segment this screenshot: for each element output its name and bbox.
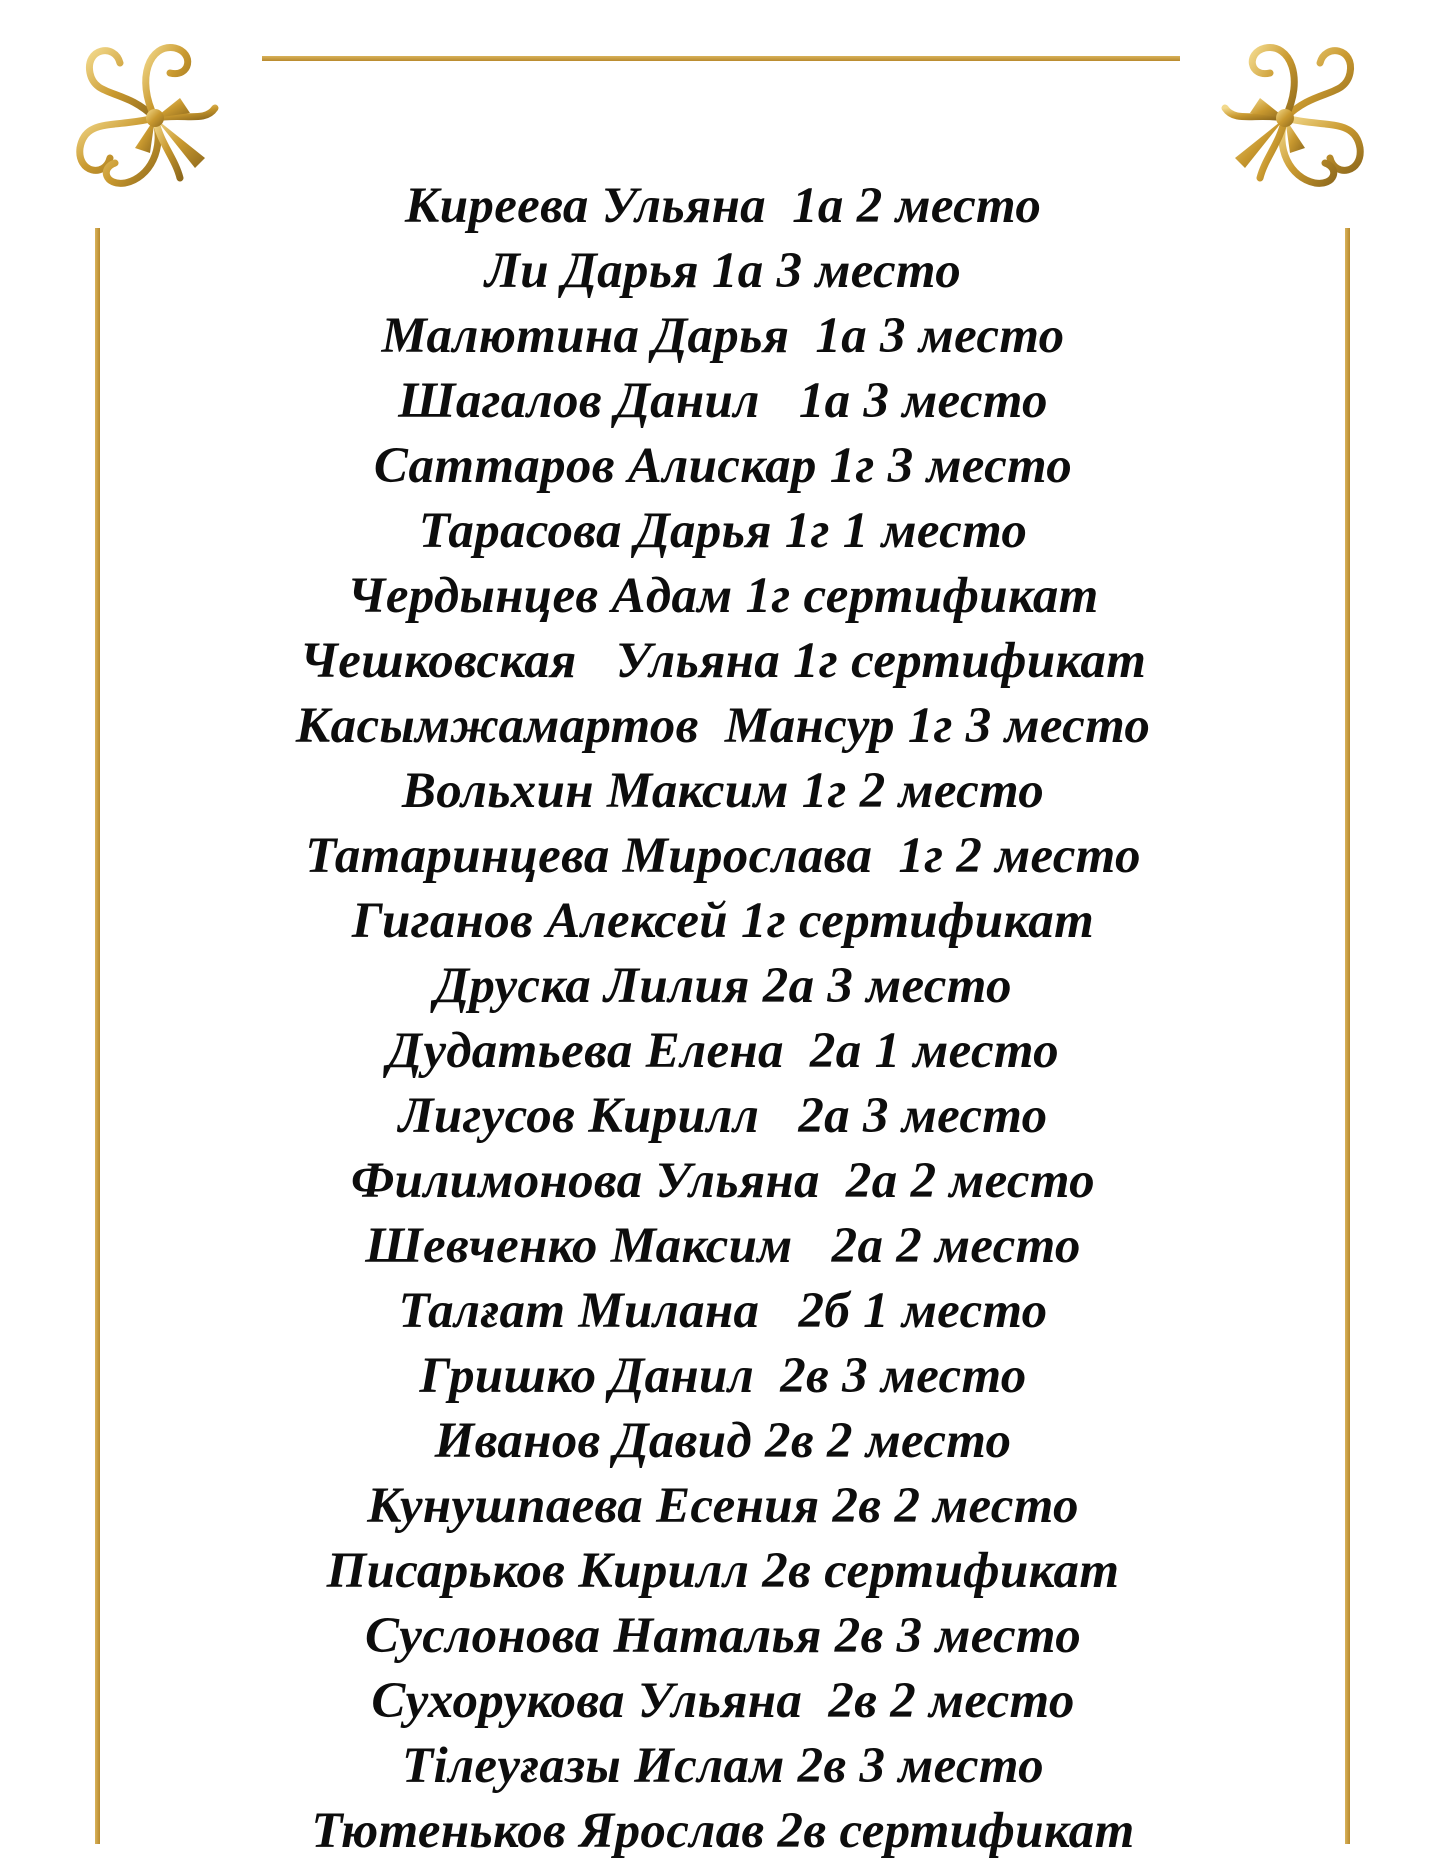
list-item: Саттаров Алискар 1г 3 место [373, 438, 1073, 494]
list-item: Тютеньков Ярослав 2в сертификат [311, 1803, 1135, 1859]
list-item: Шевченко Максим 2а 2 место [365, 1218, 1081, 1274]
list-item: Касымжамартов Мансур 1г 3 место [295, 698, 1151, 754]
list-item: Сухорукова Ульяна 2в 2 место [371, 1673, 1075, 1729]
list-item: Гиганов Алексей 1г сертификат [351, 893, 1095, 949]
list-item: Чешковская Ульяна 1г сертификат [299, 633, 1147, 689]
list-item: Иванов Давид 2в 2 место [434, 1413, 1012, 1469]
list-item: Малютина Дарья 1а 3 место [381, 308, 1065, 364]
list-item: Тарасова Дарья 1г 1 место [418, 503, 1028, 559]
list-item: Киреева Ульяна 1а 2 место [404, 178, 1042, 234]
list-item: Лигусов Кирилл 2а 3 место [398, 1088, 1048, 1144]
list-item: Вольхин Максим 1г 2 место [401, 763, 1045, 819]
list-item: Талғат Милана 2б 1 место [398, 1283, 1048, 1339]
list-item: Друска Лилия 2а 3 место [434, 958, 1012, 1014]
list-item: Гришко Данил 2в 3 место [419, 1348, 1027, 1404]
list-item: Писарьков Кирилл 2в сертификат [326, 1543, 1120, 1599]
list-item: Чердынцев Адам 1г сертификат [347, 568, 1099, 624]
frame-left-border [95, 228, 100, 1844]
list-item: Суслонова Наталья 2в 3 место [364, 1608, 1082, 1664]
frame-right-border [1345, 228, 1350, 1844]
list-item: Тілеуғазы Ислам 2в 3 место [402, 1738, 1044, 1794]
list-item: Кунушпаева Есения 2в 2 место [367, 1478, 1079, 1534]
list-item: Татаринцева Мирослава 1г 2 место [305, 828, 1141, 884]
list-item: Шагалов Данил 1а 3 место [398, 373, 1048, 429]
frame-top-border [262, 56, 1180, 61]
award-list [150, 174, 1296, 1864]
list-item: Дудатьева Елена 2а 1 место [387, 1023, 1059, 1079]
list-item: Филимонова Ульяна 2а 2 место [351, 1153, 1095, 1209]
list-item: Ли Дарья 1а 3 место [484, 243, 961, 299]
